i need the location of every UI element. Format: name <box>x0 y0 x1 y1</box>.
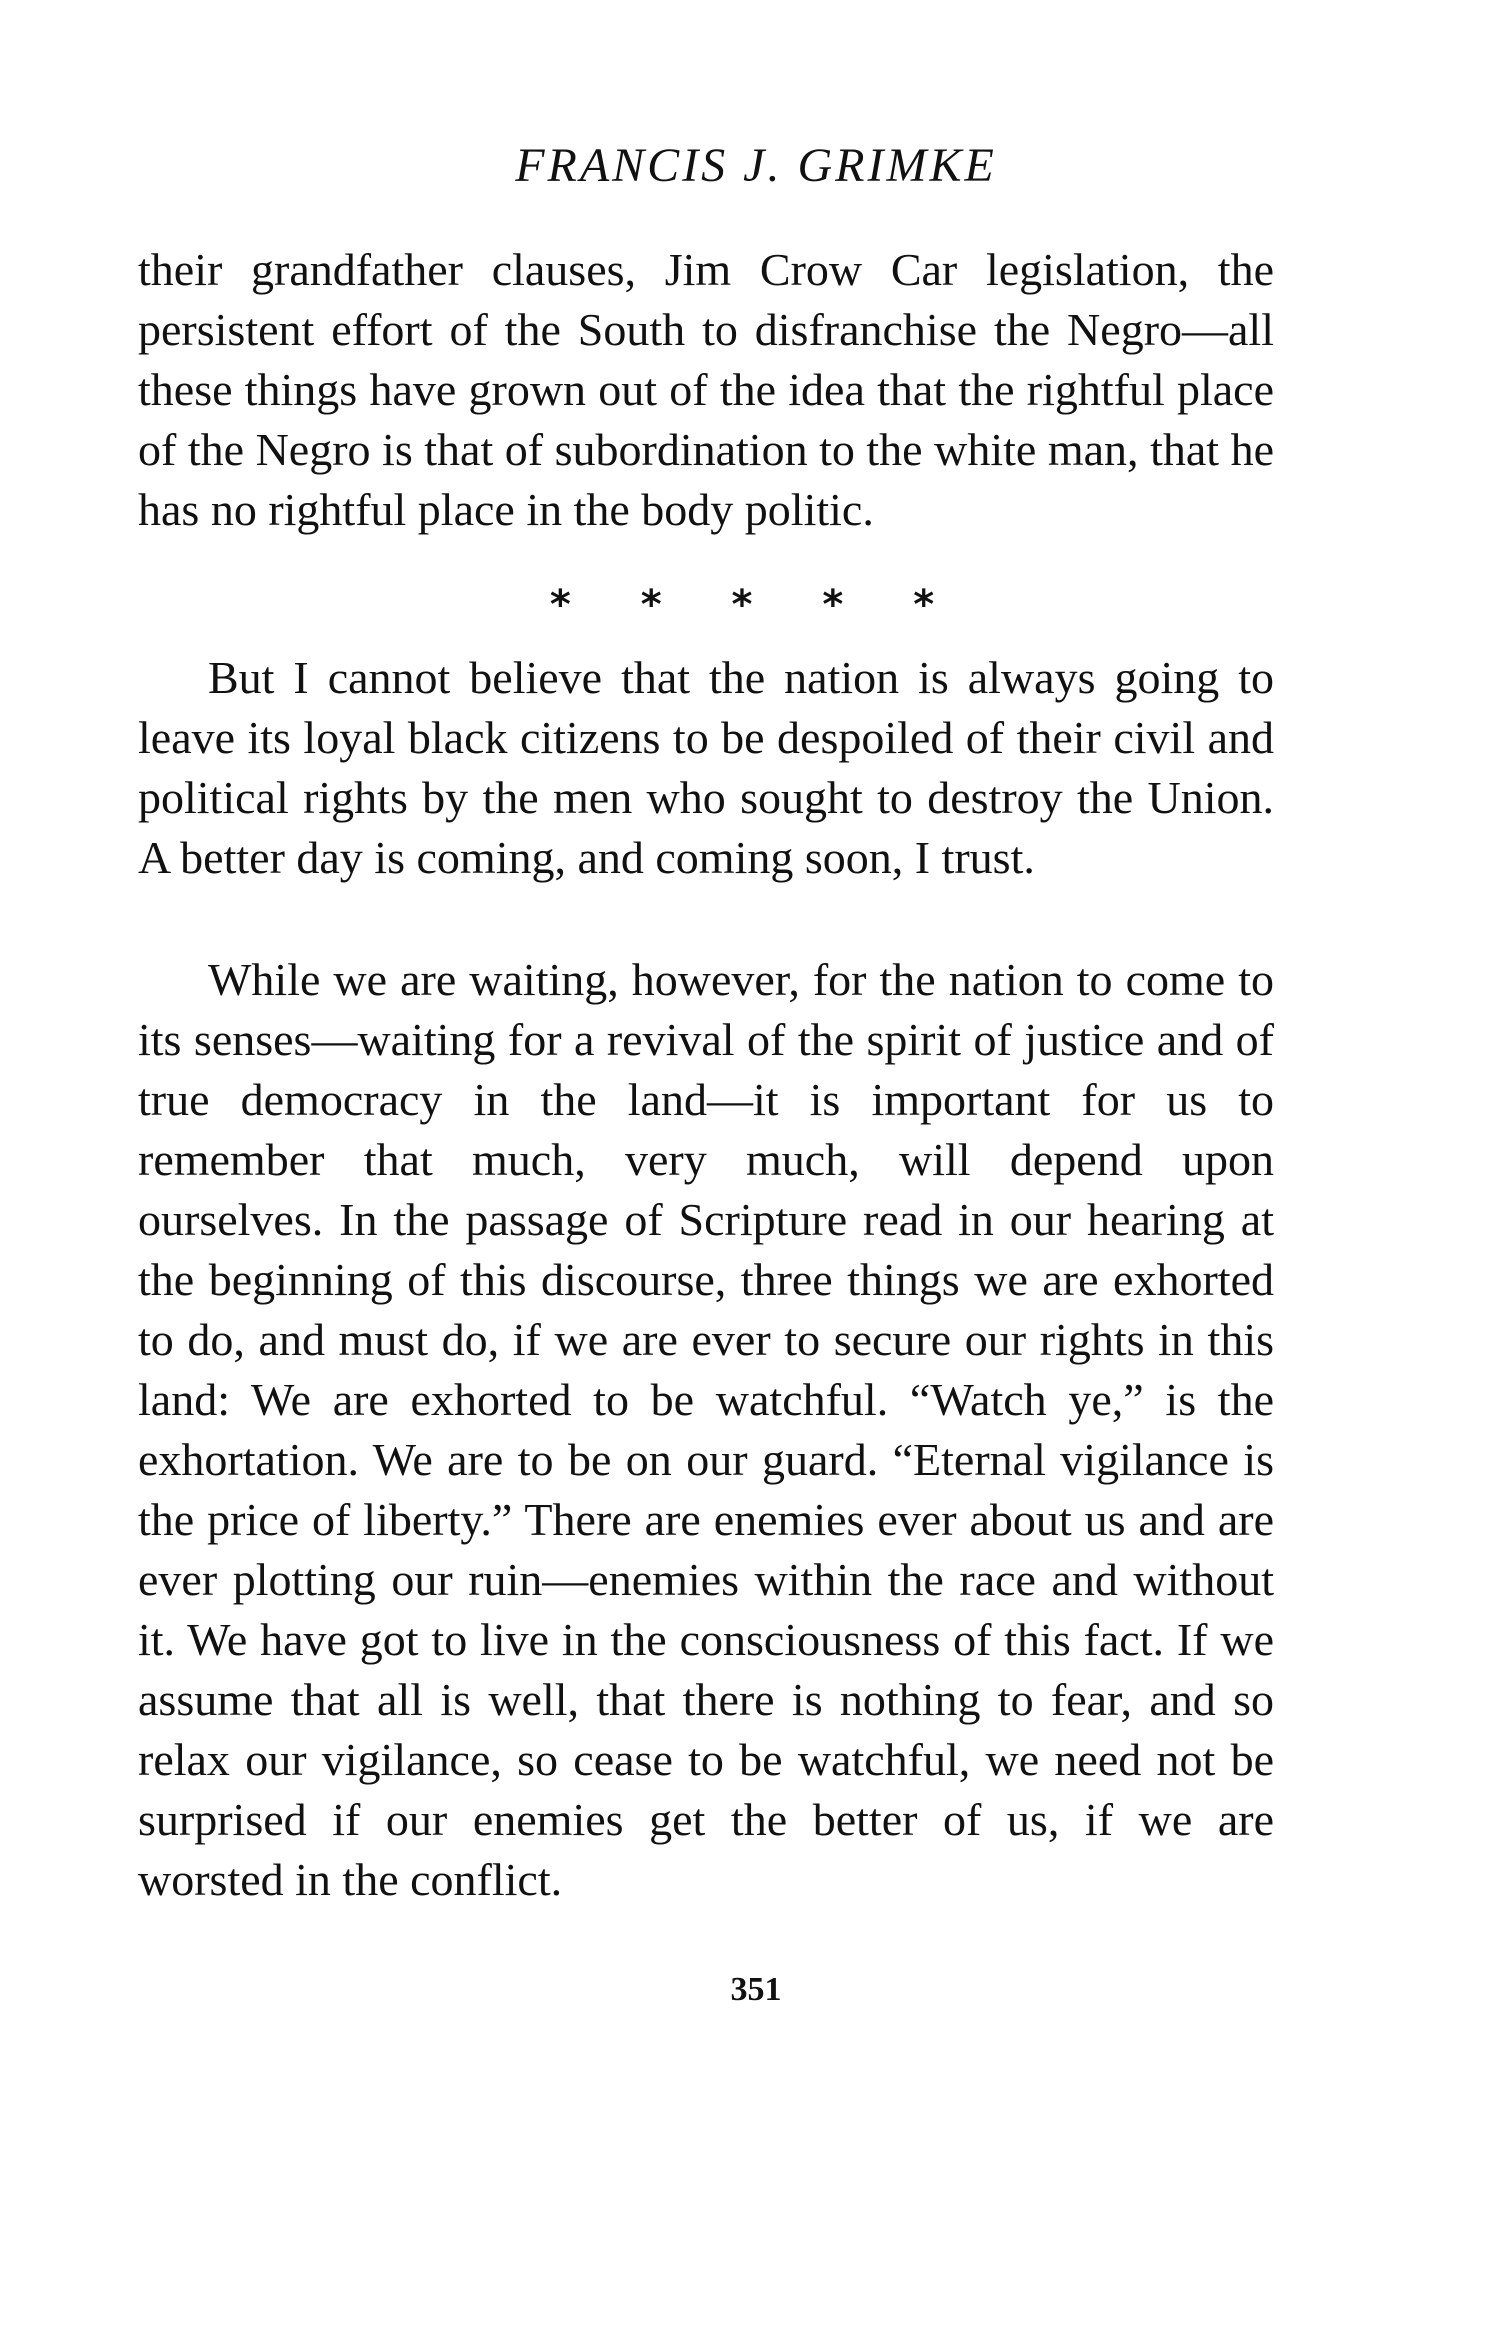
paragraph-2: But I cannot believe that the nation is always going to leave its loyal black citizens to be despoiled of their civil and political rights by the men who sought to destroy the Union. A better day is coming, and coming soon, I trust. <box>138 652 1274 883</box>
text-block-1 <box>138 240 1274 540</box>
text-block-2 <box>138 648 1274 888</box>
page-number: 351 <box>730 1971 782 2008</box>
paragraph-3: While we are waiting, however, for the nation to come to its senses—waiting for a revival of the spirit of justice and of true democracy in the land—it is important for us to remember that much, very much, will depend upon ourselves. In the passage of Scripture read in our hearing at the beginning of this discourse, three things we are exhorted to do, and must do, if we are ever to secure our rights in this land: We are exhorted to be watchful. “Watch ye,” is the exhortation. We are to be on our guard. “Eternal vigilance is the price of liberty.” There are enemies ever about us and are ever plotting our ruin—enemies within the race and without it. We have got to live in the consciousness of this fact. If we assume that all is well, that there is nothing to fear, and so relax our vigilance, so cease to be watchful, we need not be surprised if our enemies get the better of us, if we are worsted in the conflict. <box>138 954 1274 1905</box>
running-head: FRANCIS J. GRIMKE <box>515 139 997 192</box>
paragraph-1: their grandfather clauses, Jim Crow Car legislation, the persistent effort of the South to disfranchise the Negro—all these things have grown out of the idea that the rightful place of the Negro is that of subordination to the white man, that he has no rightful place in the body politic. <box>138 244 1274 535</box>
text-block-3 <box>138 950 1274 1910</box>
section-break: * * * * * <box>549 582 963 628</box>
